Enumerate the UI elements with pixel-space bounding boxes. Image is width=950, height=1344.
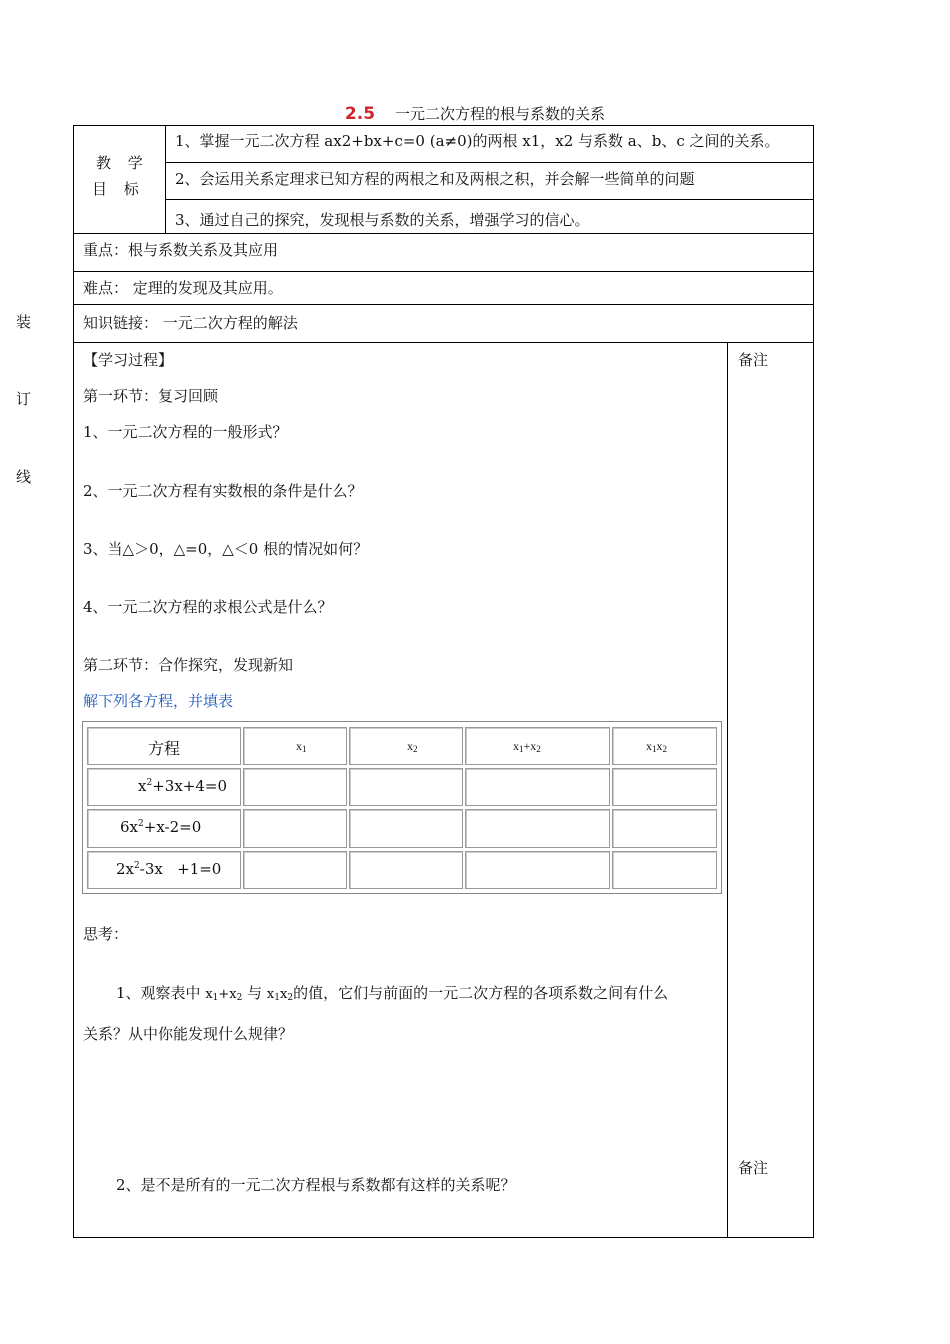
objective-2: 2、会运用关系定理求已知方程的两根之和及两根之积，并会解一些简单的问题 — [175, 170, 695, 188]
think-question-2: 2、是不是所有的一元二次方程根与系数都有这样的关系呢？ — [116, 1176, 516, 1194]
header-x1 — [243, 727, 347, 765]
answer-cell[interactable] — [349, 809, 463, 848]
divider — [73, 342, 814, 343]
header-x1-label: $x_1$ — [296, 739, 307, 754]
margin-mark-3: 线 — [16, 468, 32, 486]
objective-3: 3、通过自己的探究，发现根与系数的关系，增强学习的信心。 — [175, 211, 590, 229]
divider — [165, 162, 814, 163]
divider — [73, 233, 814, 234]
notes-label: 备注 — [738, 351, 769, 369]
header-x2-label: $x_2$ — [407, 739, 418, 754]
answer-cell[interactable] — [243, 768, 347, 806]
answer-cell[interactable] — [465, 768, 610, 806]
think-label: 思考： — [83, 925, 129, 943]
review-question-1: 1、一元二次方程的一般形式？ — [83, 423, 288, 441]
answer-cell[interactable] — [349, 851, 463, 889]
header-sum — [465, 727, 610, 765]
header-product-label: $x_1x_2$ — [646, 739, 667, 754]
answer-cell[interactable] — [465, 851, 610, 889]
title-text: 一元二次方程的根与系数的关系 — [395, 105, 606, 123]
table-row — [87, 809, 241, 848]
answer-cell[interactable] — [612, 768, 717, 806]
margin-mark-2: 订 — [16, 390, 32, 408]
think-question-1: 1、观察表中 $x_1+x_2$ 与 $x_1x_2$的值，它们与前面的一元二次方程的各项系数之间有什么 — [116, 984, 669, 1003]
equation-3: $2x^2-3x +1=0$ — [116, 860, 222, 878]
review-question-3: 3、当△＞0，△=0，△＜0 根的情况如何？ — [83, 540, 369, 558]
equation-1: $x^2+3x+4=0$ — [138, 777, 227, 795]
answer-cell[interactable] — [243, 851, 347, 889]
answer-cell[interactable] — [349, 768, 463, 806]
header-x2 — [349, 727, 463, 765]
review-question-4: 4、一元二次方程的求根公式是什么？ — [83, 598, 333, 616]
think-question-1-cont: 关系？从中你能发现什么规律？ — [83, 1025, 294, 1043]
equation-table — [82, 721, 722, 894]
answer-cell[interactable] — [612, 809, 717, 848]
divider — [73, 271, 814, 272]
objective-1: 1、掌握一元二次方程 ax2+bx+c=0 (a≠0)的两根 x1，x2 与系数 a、b、c 之间的关系。 — [175, 132, 780, 150]
task-instruction: 解下列各方程，并填表 — [83, 692, 234, 710]
divider — [727, 342, 728, 1238]
table-row — [87, 768, 241, 806]
header-product — [612, 727, 717, 765]
page-title — [0, 103, 950, 124]
header-sum-label: $x_1+x_2$ — [513, 739, 541, 754]
answer-cell[interactable] — [612, 851, 717, 889]
equation-2: $6x^2+x-2=0$ — [120, 818, 202, 836]
divider — [73, 304, 814, 305]
divider — [165, 125, 166, 233]
divider — [165, 199, 814, 200]
header-equation — [87, 727, 241, 765]
answer-cell[interactable] — [243, 809, 347, 848]
stage-2-heading: 第二环节：合作探究，发现新知 — [83, 656, 294, 674]
answer-cell[interactable] — [465, 809, 610, 848]
review-question-2: 2、一元二次方程有实数根的条件是什么？ — [83, 482, 363, 500]
table-row — [87, 851, 241, 889]
stage-1-heading: 第一环节：复习回顾 — [83, 387, 219, 405]
objectives-label-2: 目 标 — [92, 180, 145, 198]
objectives-label-1: 教 学 — [96, 154, 149, 172]
difficulty: 难点： 定理的发现及其应用。 — [83, 279, 283, 297]
knowledge-link: 知识链接： 一元二次方程的解法 — [83, 314, 298, 332]
notes-label-2: 备注 — [738, 1159, 769, 1177]
key-point: 重点：根与系数关系及其应用 — [83, 241, 279, 259]
process-heading: 【学习过程】 — [83, 351, 174, 369]
margin-mark-1: 装 — [16, 313, 32, 331]
header-equation-label: 方程 — [148, 739, 181, 758]
title-number: 2.5 — [344, 104, 376, 124]
